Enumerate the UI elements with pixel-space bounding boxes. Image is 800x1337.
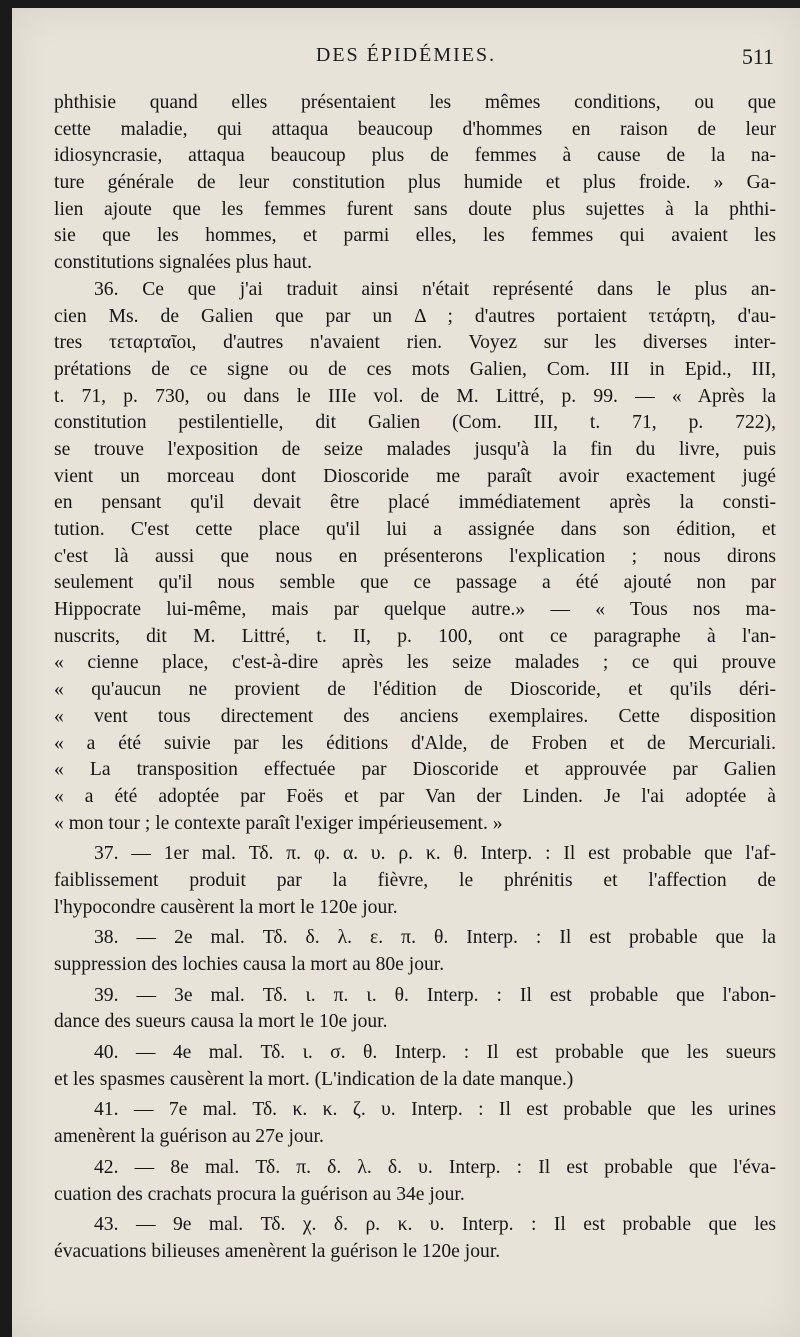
text-line: sie que les hommes, et parmi elles, les femmes qui avaient les xyxy=(54,225,776,247)
text-line: nuscrits, dit M. Littré, t. II, p. 100, ont ce paragraphe à l'an- xyxy=(54,625,776,647)
text-line: l'hypocondre causèrent la mort le 120e jour. xyxy=(54,896,398,918)
text-line: « mon tour ; le contexte paraît l'exiger impérieusement. » xyxy=(54,812,503,834)
text-line: prétations de ce signe ou de ces mots Galien, Com. III in Epid., III, xyxy=(54,358,776,380)
note-36-line: 36. Ce que j'ai traduit ainsi n'était représenté dans le plus an- xyxy=(94,278,776,300)
running-title: DES ÉPIDÉMIES. xyxy=(315,44,497,66)
text-line: tres τεταρταῖοι, d'autres n'avaient rien. Voyez sur les diverses inter- xyxy=(54,332,776,354)
note-43-line: 43. — 9e mal. Τδ. χ. δ. ρ. κ. υ. Interp. : Il est probable que les xyxy=(94,1214,776,1236)
body-text xyxy=(54,90,776,1266)
text-line: lien ajoute que les femmes furent sans doute plus sujettes à la phthi- xyxy=(54,198,776,220)
text-line: se trouve l'exposition de seize malades jusqu'à la fin du livre, puis xyxy=(54,438,776,460)
text-line: constitution pestilentielle, dit Galien (Com. III, t. 71, p. 722), xyxy=(54,412,776,434)
note-37-line: 37. — 1er mal. Τδ. π. φ. α. υ. ρ. κ. θ. Interp. : Il est probable que l'af- xyxy=(94,843,776,865)
note-42-line: 42. — 8e mal. Τδ. π. δ. λ. δ. υ. Interp. : Il est probable que l'éva- xyxy=(94,1156,776,1178)
text-line: « La transposition effectuée par Dioscoride et approuvée par Galien xyxy=(54,759,776,781)
text-line: seulement qu'il nous semble que ce passage a été ajouté non par xyxy=(54,572,776,594)
text-line: et les spasmes causèrent la mort. (L'indication de la date manque.) xyxy=(54,1068,574,1090)
text-line: cette maladie, qui attaqua beaucoup d'hommes en raison de leur xyxy=(54,118,776,140)
text-line: « cienne place, c'est-à-dire après les seize malades ; ce qui prouve xyxy=(54,652,776,674)
note-41-line: 41. — 7e mal. Τδ. κ. κ. ζ. υ. Interp. : Il est probable que les urines xyxy=(94,1099,776,1121)
text-line: amenèrent la guérison au 27e jour. xyxy=(54,1126,324,1148)
text-line: vient un morceau dont Dioscoride me paraît avoir exactement jugé xyxy=(54,465,776,487)
text-line: cien Ms. de Galien que par un Δ ; d'autres portaient τετάρτη, d'au- xyxy=(54,305,776,327)
text-line: « a été suivie par les éditions d'Alde, de Froben et de Mercuriali. xyxy=(54,732,776,754)
text-line: idiosyncrasie, attaqua beaucoup plus de femmes à cause de la na- xyxy=(54,145,776,167)
text-line: dance des sueurs causa la mort le 10e jour. xyxy=(54,1011,388,1033)
page-number: 511 xyxy=(741,44,774,69)
note-40-line: 40. — 4e mal. Τδ. ι. σ. θ. Interp. : Il est probable que les sueurs xyxy=(94,1042,776,1064)
text-line: t. 71, p. 730, ou dans le IIIe vol. de M. Littré, p. 99. — « Après la xyxy=(54,385,776,407)
text-line: suppression des lochies causa la mort au 80e jour. xyxy=(54,954,445,975)
text-line: « a été adoptée par Foës et par Van der Linden. Je l'ai adoptée à xyxy=(54,785,776,807)
text-line: ture générale de leur constitution plus humide et plus froide. » Ga- xyxy=(54,172,776,194)
text-line: c'est là aussi que nous en présenterons l'explication ; nous dirons xyxy=(54,545,776,567)
text-line: phthisie quand elles présentaient les mêmes conditions, ou que xyxy=(54,92,776,113)
text-line: Hippocrate lui-même, mais par quelque autre.» — « Tous nos ma- xyxy=(54,599,776,621)
note-39-line: 39. — 3e mal. Τδ. ι. π. ι. θ. Interp. : Il est probable que l'abon- xyxy=(94,984,776,1006)
text-line: « vent tous directement des anciens exemplaires. Cette disposition xyxy=(54,705,776,727)
page-header xyxy=(12,44,800,74)
text-line: tution. C'est cette place qu'il lui a assignée dans son édition, et xyxy=(54,519,776,540)
text-line: faiblissement produit par la fièvre, le phrénitis et l'affection de xyxy=(54,869,776,891)
text-line: « qu'aucun ne provient de l'édition de Dioscoride, et qu'ils déri- xyxy=(54,679,776,701)
text-line: cuation des crachats procura la guérison au 34e jour. xyxy=(54,1183,465,1205)
text-line: évacuations bilieuses amenèrent la guérison le 120e jour. xyxy=(54,1240,501,1262)
text-line: en pensant qu'il devait être placé immédiatement après la consti- xyxy=(54,492,776,514)
note-38-line: 38. — 2e mal. Τδ. δ. λ. ε. π. θ. Interp. : Il est probable que la xyxy=(94,927,776,949)
book-page xyxy=(12,8,800,1337)
text-line: constitutions signalées plus haut. xyxy=(54,252,312,274)
